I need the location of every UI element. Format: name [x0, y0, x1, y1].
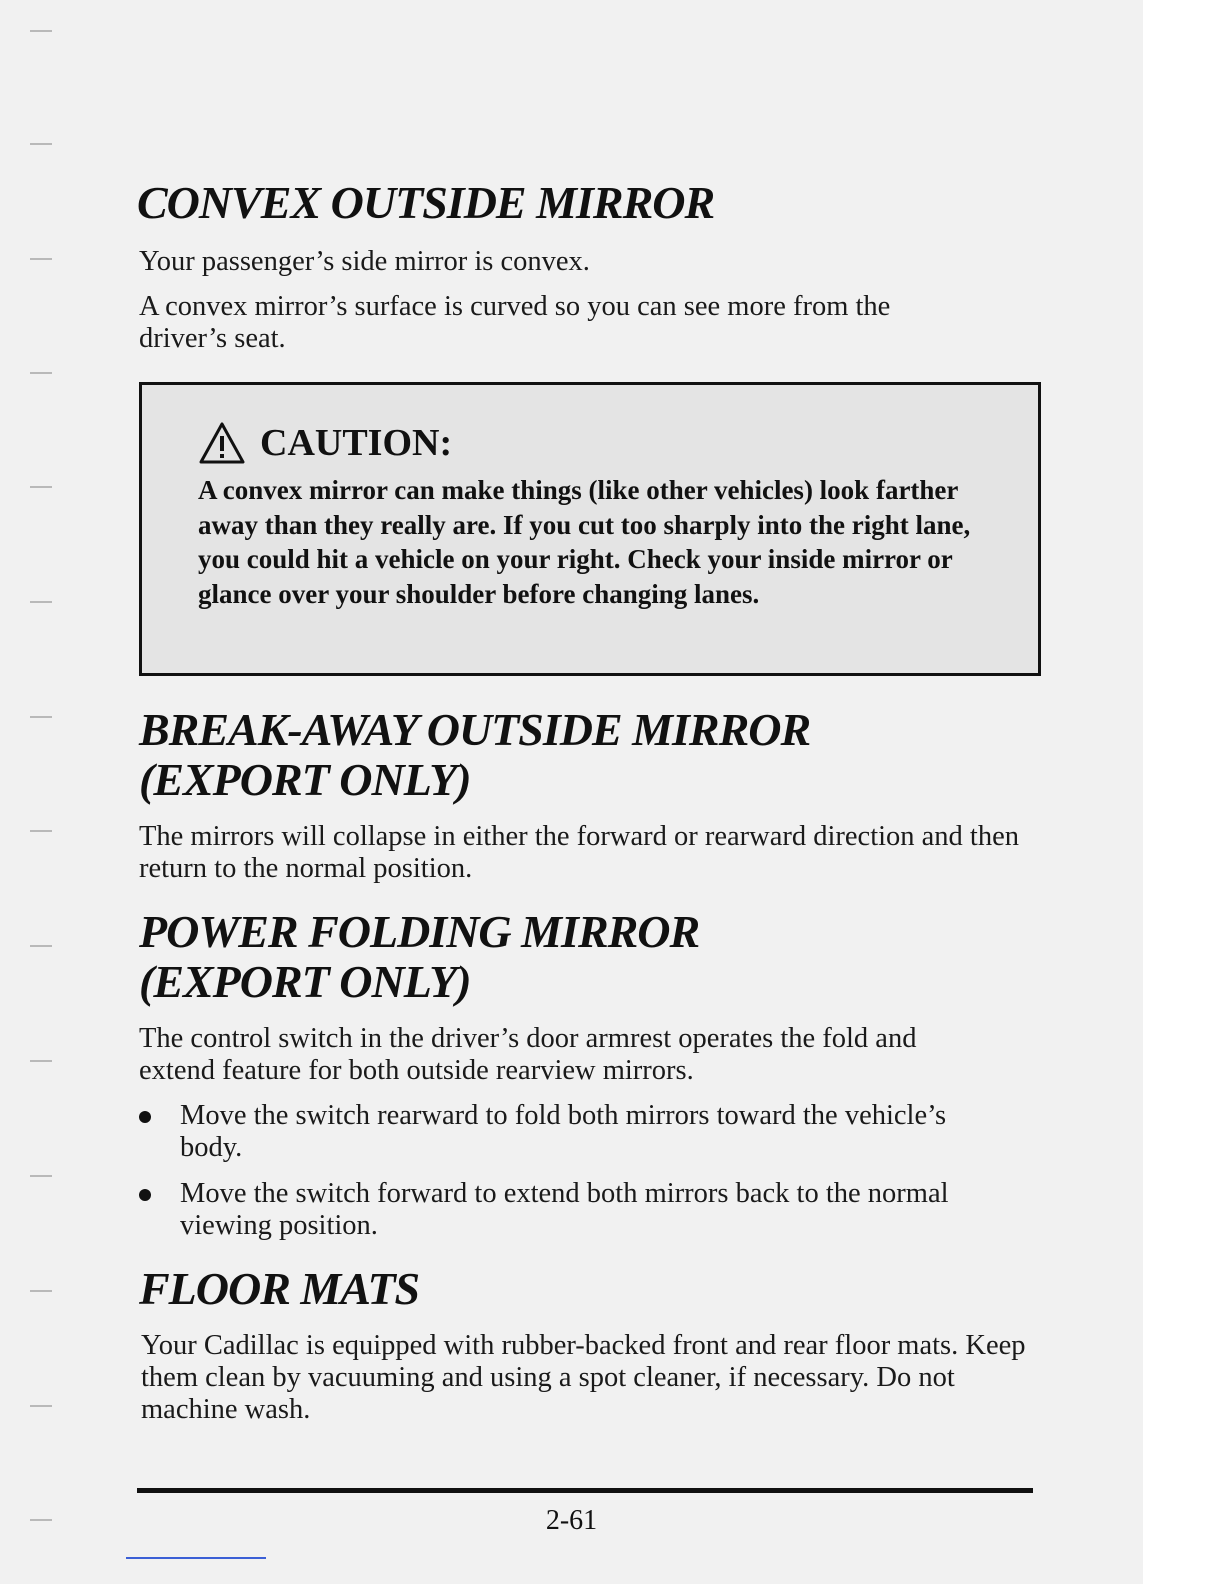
floor-mats-para: Your Cadillac is equipped with rubber-backed front and rear floor mats. Keep them clean by vacuuming and using a spot cleaner, if necessary. Do not machine wash. [141, 1330, 1026, 1425]
power-folding-heading-line-2: (EXPORT ONLY) [139, 956, 471, 1007]
margin-tick [30, 1060, 52, 1062]
bullet-icon [139, 1111, 151, 1123]
caution-label: CAUTION: [260, 422, 453, 464]
convex-mirror-heading: CONVEX OUTSIDE MIRROR [137, 177, 715, 228]
margin-tick [30, 716, 52, 718]
margin-tick [30, 1290, 52, 1292]
convex-mirror-para-2: A convex mirror’s surface is curved so you can see more from the driver’s seat. [139, 291, 891, 354]
breakaway-mirror-heading [139, 705, 810, 805]
margin-tick [30, 1405, 52, 1407]
caution-text: A convex mirror can make things (like other vehicles) look farther away than they really are. If you cut too sharply into the right lane, you could hit a vehicle on your right. Check your inside mirror or glance over your shoulder before changing lanes. [198, 475, 971, 609]
breakaway-mirror-para: The mirrors will collapse in either the forward or rearward direction and then return to the normal position. [139, 821, 1019, 884]
margin-tick [30, 945, 52, 947]
caution-title [198, 421, 452, 465]
bottom-link-underline [126, 1557, 266, 1559]
margin-tick [30, 1175, 52, 1177]
power-folding-heading-line-1: POWER FOLDING MIRROR [139, 906, 700, 957]
bullet-icon [139, 1189, 151, 1201]
caution-box [139, 382, 1041, 676]
footer-rule [137, 1488, 1033, 1493]
convex-mirror-para-1: Your passenger’s side mirror is convex. [139, 246, 590, 277]
breakaway-heading-line-1: BREAK-AWAY OUTSIDE MIRROR [139, 704, 811, 755]
margin-tick [30, 830, 52, 832]
power-folding-mirror-heading [139, 907, 699, 1007]
margin-tick [30, 30, 52, 32]
bullet-text: Move the switch rearward to fold both mirrors toward the vehicle’s body. [180, 1100, 947, 1163]
margin-tick [30, 601, 52, 603]
page-number: 2-61 [545, 1505, 598, 1536]
floor-mats-heading: FLOOR MATS [139, 1263, 420, 1314]
margin-tick [30, 143, 52, 145]
bullet-text: Move the switch forward to extend both mirrors back to the normal viewing position. [180, 1178, 949, 1241]
margin-tick [30, 486, 52, 488]
margin-tick [30, 258, 52, 260]
power-folding-mirror-para: The control switch in the driver’s door armrest operates the fold and extend feature for both outside rearview mirrors. [139, 1023, 917, 1086]
breakaway-heading-line-2: (EXPORT ONLY) [139, 754, 471, 805]
margin-tick [30, 372, 52, 374]
warning-triangle-icon [198, 421, 246, 465]
